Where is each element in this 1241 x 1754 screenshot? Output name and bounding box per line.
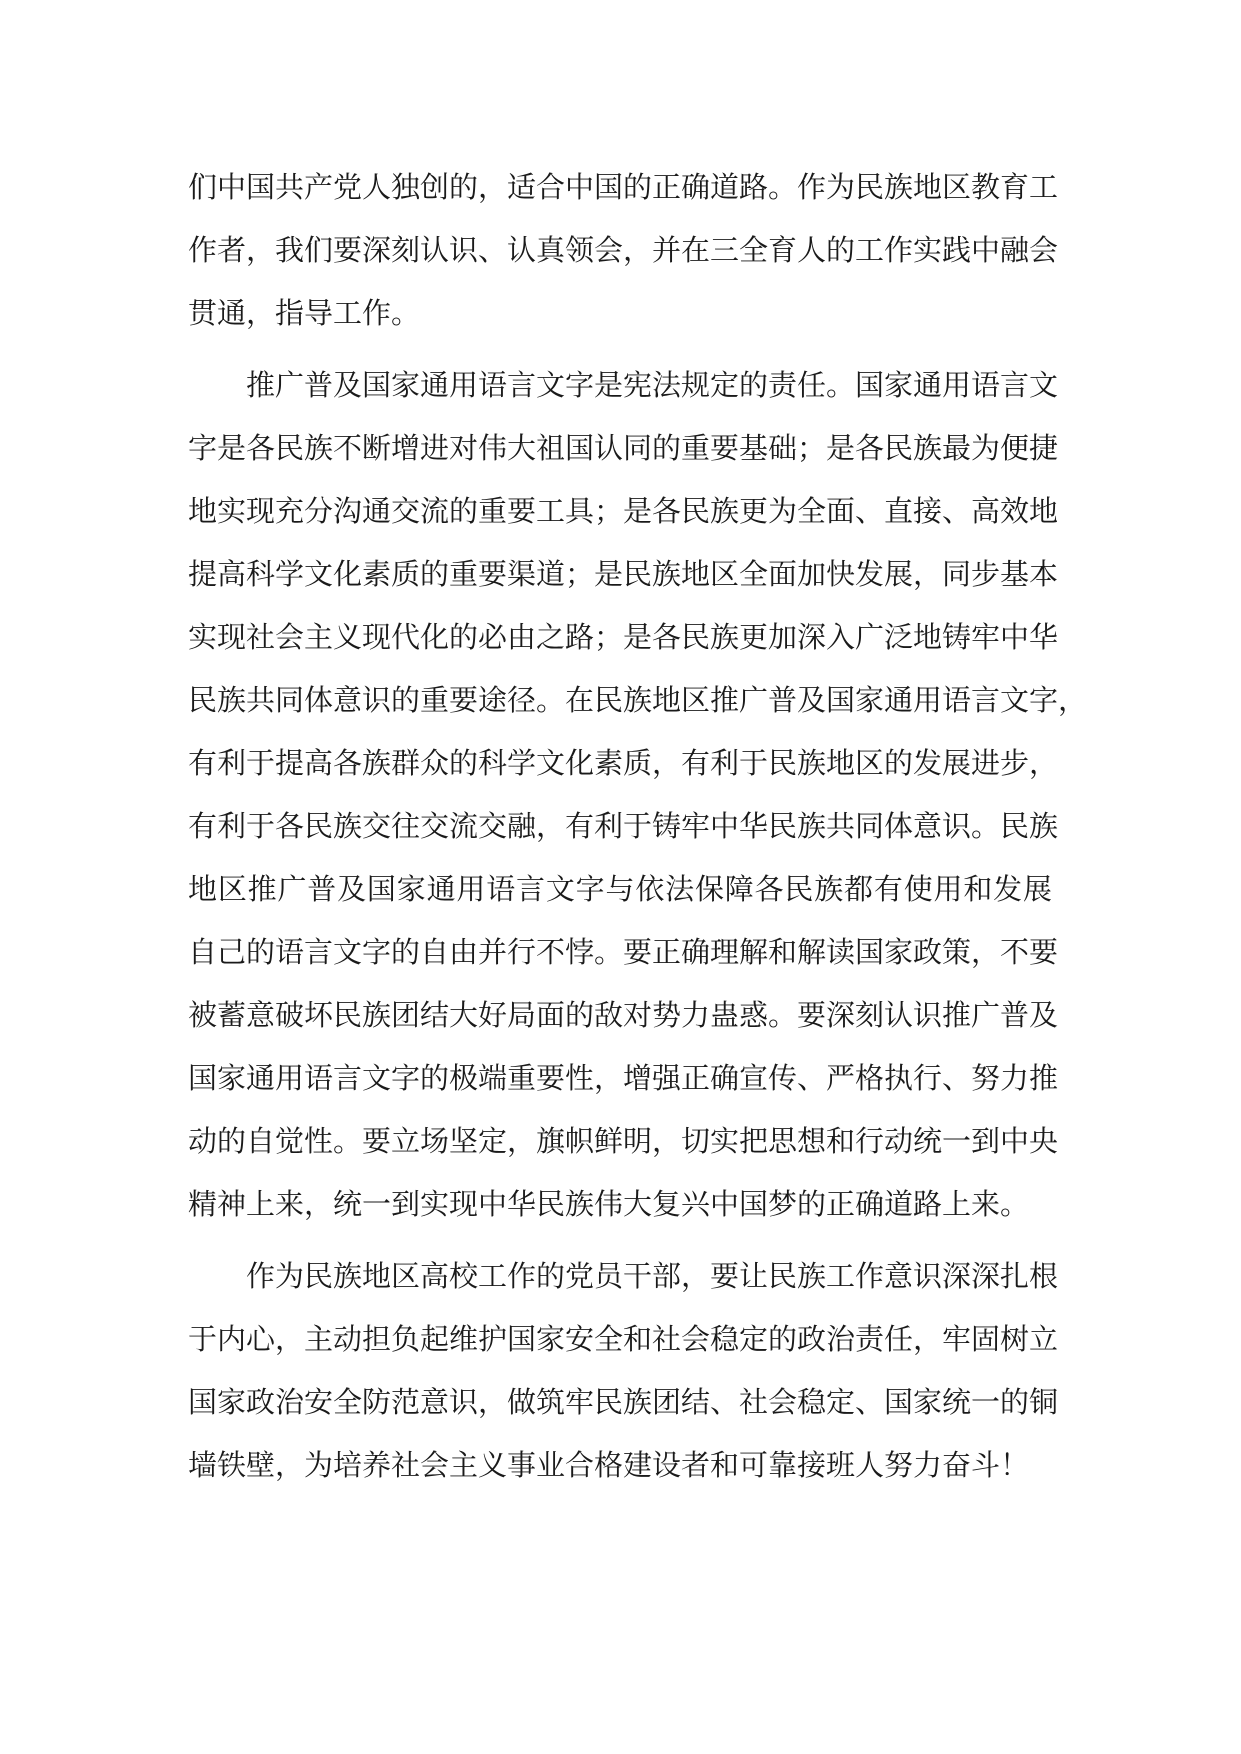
text-line: 国家政治安全防范意识，做筑牢民族团结、社会稳定、国家统一的铜 bbox=[188, 1385, 1059, 1419]
body-text bbox=[188, 156, 1088, 1497]
text-line: 精神上来，统一到实现中华民族伟大复兴中国梦的正确道路上来。 bbox=[188, 1187, 1030, 1221]
text-line: 动的自觉性。要立场坚定，旗帜鲜明，切实把思想和行动统一到中央 bbox=[188, 1124, 1059, 1158]
text-line: 民族共同体意识的重要途径。在民族地区推广普及国家通用语言文字， bbox=[188, 683, 1088, 717]
text-line: 于内心，主动担负起维护国家安全和社会稳定的政治责任，牢固树立 bbox=[188, 1322, 1059, 1356]
text-line: 推广普及国家通用语言文字是宪法规定的责任。国家通用语言文 bbox=[246, 368, 1059, 402]
text-line: 被蓄意破坏民族团结大好局面的敌对势力蛊惑。要深刻认识推广普及 bbox=[188, 998, 1059, 1032]
text-line: 们中国共产党人独创的，适合中国的正确道路。作为民族地区教育工 bbox=[188, 170, 1059, 204]
text-line: 自己的语言文字的自由并行不悖。要正确理解和解读国家政策，不要 bbox=[188, 935, 1059, 969]
text-line: 有利于各民族交往交流交融，有利于铸牢中华民族共同体意识。民族 bbox=[188, 809, 1059, 843]
text-line: 墙铁壁，为培养社会主义事业合格建设者和可靠接班人努力奋斗！ bbox=[188, 1448, 1030, 1482]
text-line: 地区推广普及国家通用语言文字与依法保障各民族都有使用和发展 bbox=[188, 872, 1052, 906]
text-line: 作为民族地区高校工作的党员干部，要让民族工作意识深深扎根 bbox=[246, 1259, 1059, 1293]
text-line: 提高科学文化素质的重要渠道；是民族地区全面加快发展，同步基本 bbox=[188, 557, 1059, 591]
text-line: 有利于提高各族群众的科学文化素质，有利于民族地区的发展进步， bbox=[188, 746, 1059, 780]
text-line: 作者，我们要深刻认识、认真领会，并在三全育人的工作实践中融会 bbox=[188, 233, 1059, 267]
paragraph-3 bbox=[188, 1245, 1059, 1497]
paragraph-1 bbox=[188, 156, 1059, 345]
text-line: 字是各民族不断增进对伟大祖国认同的重要基础；是各民族最为便捷 bbox=[188, 431, 1059, 465]
paragraph-2 bbox=[188, 354, 1088, 1236]
text-line: 贯通，指导工作。 bbox=[188, 296, 421, 330]
text-line: 地实现充分沟通交流的重要工具；是各民族更为全面、直接、高效地 bbox=[188, 494, 1059, 528]
text-line: 实现社会主义现代化的必由之路；是各民族更加深入广泛地铸牢中华 bbox=[188, 620, 1059, 654]
text-line: 国家通用语言文字的极端重要性，增强正确宣传、严格执行、努力推 bbox=[188, 1061, 1059, 1095]
